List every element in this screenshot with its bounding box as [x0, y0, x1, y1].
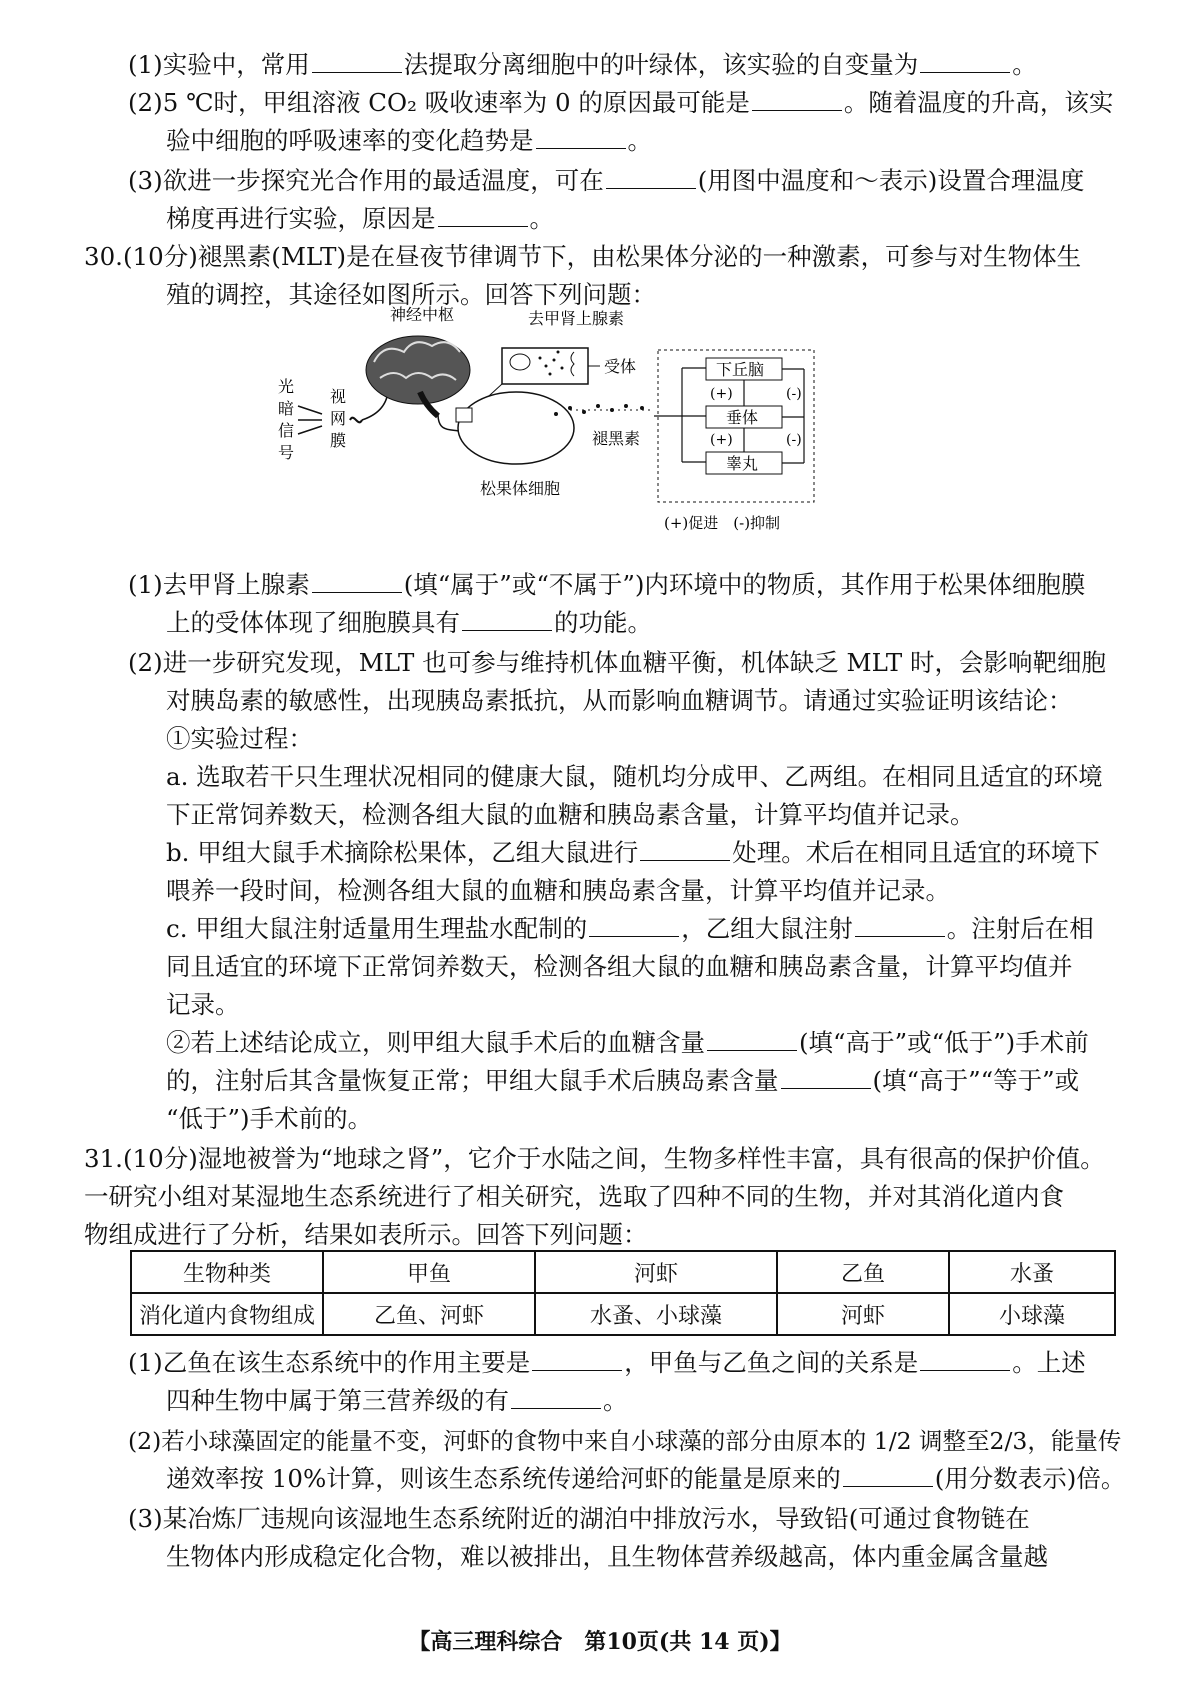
q30-step-c-line2: 同且适宜的环境下正常饲养数天，检测各组大鼠的血糖和胰岛素含量，计算平均值并 [166, 952, 1073, 981]
text: (填“高于”或“低于”)手术前 [799, 1028, 1089, 1057]
text: 。 [627, 126, 652, 155]
text: 四种生物中属于第三营养级的有 [166, 1386, 509, 1415]
text: 。上述 [1012, 1348, 1086, 1377]
diagram-legend: (+)促进 (-)抑制 [664, 514, 781, 532]
svg-text:暗: 暗 [278, 399, 295, 418]
q31-part3-line2: 生物体内形成稳定化合物，难以被排出，且生物体营养级越高，体内重金属含量越 [166, 1542, 1048, 1571]
answer-blank[interactable] [606, 166, 696, 189]
text: 。 [1012, 50, 1037, 79]
nerve-center-label: 神经中枢 [390, 305, 455, 324]
answer-blank[interactable] [589, 914, 679, 937]
q30-step-c-line3: 记录。 [166, 990, 240, 1019]
answer-blank[interactable] [920, 50, 1010, 73]
answer-blank[interactable] [752, 88, 842, 111]
q30-procedure-title: ①实验过程： [166, 724, 313, 753]
light-arrows [298, 406, 322, 434]
q31-intro-line3: 物组成进行了分析，结果如表所示。回答下列问题： [84, 1220, 648, 1249]
q30-step-a-line1: a. 选取若干只生理状况相同的健康大鼠，随机均分成甲、乙两组。在相同且适宜的环境 [166, 762, 1103, 791]
q30-part1-line1 [128, 568, 1085, 602]
answer-blank[interactable] [640, 838, 730, 861]
q30-result-line3: “低于”)手术前的。 [166, 1104, 373, 1133]
receptor-label: 受体 [604, 357, 637, 376]
table-cell: 水蚤 [949, 1251, 1115, 1293]
page-footer: 【高三理科综合 第10页(共 14 页)】 [408, 1629, 792, 1655]
norepinephrine-label: 去甲肾上腺素 [528, 309, 625, 328]
svg-text:网: 网 [330, 409, 347, 428]
text: (1)去甲肾上腺素 [128, 570, 310, 599]
q29-part3-line1 [128, 164, 1084, 198]
minus-1: (-) [786, 386, 802, 402]
q31-part1-line2 [166, 1384, 628, 1418]
text: ，甲鱼与乙鱼之间的关系是 [624, 1348, 919, 1377]
svg-text:号: 号 [278, 443, 295, 462]
text: 。随着温度的升高，该实 [843, 88, 1114, 117]
table-cell: 消化道内食物组成 [131, 1293, 323, 1335]
table-cell: 乙鱼 [777, 1251, 949, 1293]
q30-step-a-line2: 下正常饲养数天，检测各组大鼠的血糖和胰岛素含量，计算平均值并记录。 [166, 800, 975, 829]
q31-part2-line2 [166, 1462, 1125, 1496]
q30-part1-line2 [166, 606, 652, 640]
text: (2)5 ℃时，甲组溶液 CO₂ 吸收速率为 0 的原因最可能是 [128, 88, 750, 117]
table-cell: 河虾 [535, 1251, 777, 1293]
text: c. 甲组大鼠注射适量用生理盐水配制的 [166, 914, 588, 943]
text: 的，注射后其含量恢复正常；甲组大鼠手术后胰岛素含量 [166, 1066, 779, 1095]
answer-blank[interactable] [781, 1066, 871, 1089]
text: 梯度再进行实验，原因是 [166, 204, 436, 233]
text: ②若上述结论成立，则甲组大鼠手术后的血糖含量 [166, 1028, 705, 1057]
plus-1: (+) [710, 386, 733, 402]
q30-result-line2 [166, 1064, 1079, 1098]
q31-part2-line1: (2)若小球藻固定的能量不变，河虾的食物中来自小球藻的部分由原本的 1/2 调整至2/3，能量传 [128, 1427, 1122, 1455]
text: (用分数表示)倍。 [934, 1464, 1126, 1493]
q30-step-c-line1 [166, 912, 1094, 946]
svg-text:光: 光 [278, 377, 295, 396]
q29-part2-line1 [128, 86, 1113, 120]
table-cell: 小球藻 [949, 1293, 1115, 1335]
q31-intro-line2: 一研究小组对某湿地生态系统进行了相关研究，选取了四种不同的生物，并对其消化道内食 [84, 1182, 1064, 1211]
pineal-cell-icon [458, 392, 574, 464]
text: (填“高于”“等于”或 [872, 1066, 1080, 1095]
text: 。注射后在相 [946, 914, 1094, 943]
answer-blank[interactable] [511, 1386, 601, 1409]
text: 上的受体体现了细胞膜具有 [166, 608, 460, 637]
pituitary-label: 垂体 [726, 408, 759, 427]
text: 法提取分离细胞中的叶绿体，该实验的自变量为 [403, 50, 919, 79]
table-cell: 生物种类 [131, 1251, 323, 1293]
answer-blank[interactable] [920, 1348, 1010, 1371]
minus-2: (-) [786, 432, 802, 448]
table-row [131, 1293, 1115, 1335]
text: 处理。术后在相同且适宜的环境下 [732, 838, 1100, 867]
answer-blank[interactable] [462, 608, 552, 631]
q31-part3-line1: (3)某冶炼厂违规向该湿地生态系统附近的湖泊中排放污水，导致铅(可通过食物链在 [128, 1504, 1030, 1533]
text: ，乙组大鼠注射 [681, 914, 853, 943]
text: (用图中温度和～表示)设置合理温度 [697, 166, 1085, 195]
text: 。 [529, 204, 554, 233]
table-cell: 甲鱼 [323, 1251, 535, 1293]
text: b. 甲组大鼠手术摘除松果体，乙组大鼠进行 [166, 838, 639, 867]
melatonin-label: 褪黑素 [592, 429, 641, 448]
text: 。 [603, 1386, 628, 1415]
testis-label: 睾丸 [726, 454, 759, 473]
answer-blank[interactable] [707, 1028, 797, 1051]
answer-blank[interactable] [843, 1464, 933, 1487]
retina-label [330, 387, 346, 450]
answer-blank[interactable] [536, 126, 626, 149]
q30-step-b-line1 [166, 836, 1100, 870]
pineal-cell-label: 松果体细胞 [480, 479, 561, 498]
text: 递效率按 10%计算，则该生态系统传递给河虾的能量是原来的 [166, 1464, 841, 1493]
q29-part3-line2 [166, 202, 554, 236]
q29-part2-line2 [166, 124, 652, 158]
light-signal-label [278, 377, 294, 462]
answer-blank[interactable] [532, 1348, 622, 1371]
hypothalamus-label: 下丘脑 [716, 360, 765, 379]
q30-part2-line1: (2)进一步研究发现，MLT 也可参与维持机体血糖平衡，机体缺乏 MLT 时，会影响靶细胞 [128, 648, 1106, 677]
table-cell: 水蚤、小球藻 [535, 1293, 777, 1335]
brain-icon [366, 336, 470, 416]
q30-intro-line1: 30.(10分)褪黑素(MLT)是在昼夜节律调节下，由松果体分泌的一种激素，可参与对生物体生 [84, 242, 1082, 271]
text: (1)乙鱼在该生态系统中的作用主要是 [128, 1348, 531, 1377]
text: (3)欲进一步探究光合作用的最适温度，可在 [128, 166, 604, 195]
text: (1)实验中，常用 [128, 50, 310, 79]
q31-part1-line1 [128, 1346, 1086, 1380]
answer-blank[interactable] [312, 50, 402, 73]
text: 的功能。 [554, 608, 652, 637]
food-composition-table [130, 1250, 1116, 1336]
svg-text:视: 视 [330, 387, 347, 406]
text: 验中细胞的呼吸速率的变化趋势是 [166, 126, 534, 155]
q30-result-line1 [166, 1026, 1089, 1060]
table-cell: 乙鱼、河虾 [323, 1293, 535, 1335]
answer-blank[interactable] [438, 204, 528, 227]
q30-intro-line2: 殖的调控，其途径如图所示。回答下列问题： [166, 280, 656, 309]
q30-part2-line2: 对胰岛素的敏感性，出现胰岛素抵抗，从而影响血糖调节。请通过实验证明该结论： [166, 686, 1073, 715]
mlt-pathway-diagram [270, 305, 890, 554]
svg-text:信: 信 [278, 421, 295, 440]
plus-2: (+) [710, 432, 733, 448]
answer-blank[interactable] [312, 570, 402, 593]
text: (填“属于”或“不属于”)内环境中的物质，其作用于松果体细胞膜 [403, 570, 1086, 599]
table-row [131, 1251, 1115, 1293]
table-cell: 河虾 [777, 1293, 949, 1335]
answer-blank[interactable] [855, 914, 945, 937]
q30-step-b-line2: 喂养一段时间，检测各组大鼠的血糖和胰岛素含量，计算平均值并记录。 [166, 876, 950, 905]
q29-part1-line1 [128, 48, 1037, 82]
svg-text:膜: 膜 [330, 431, 347, 450]
q31-intro-line1: 31.(10分)湿地被誉为“地球之肾”，它介于水陆之间，生物多样性丰富，具有很高的保护价值。 [84, 1144, 1105, 1173]
